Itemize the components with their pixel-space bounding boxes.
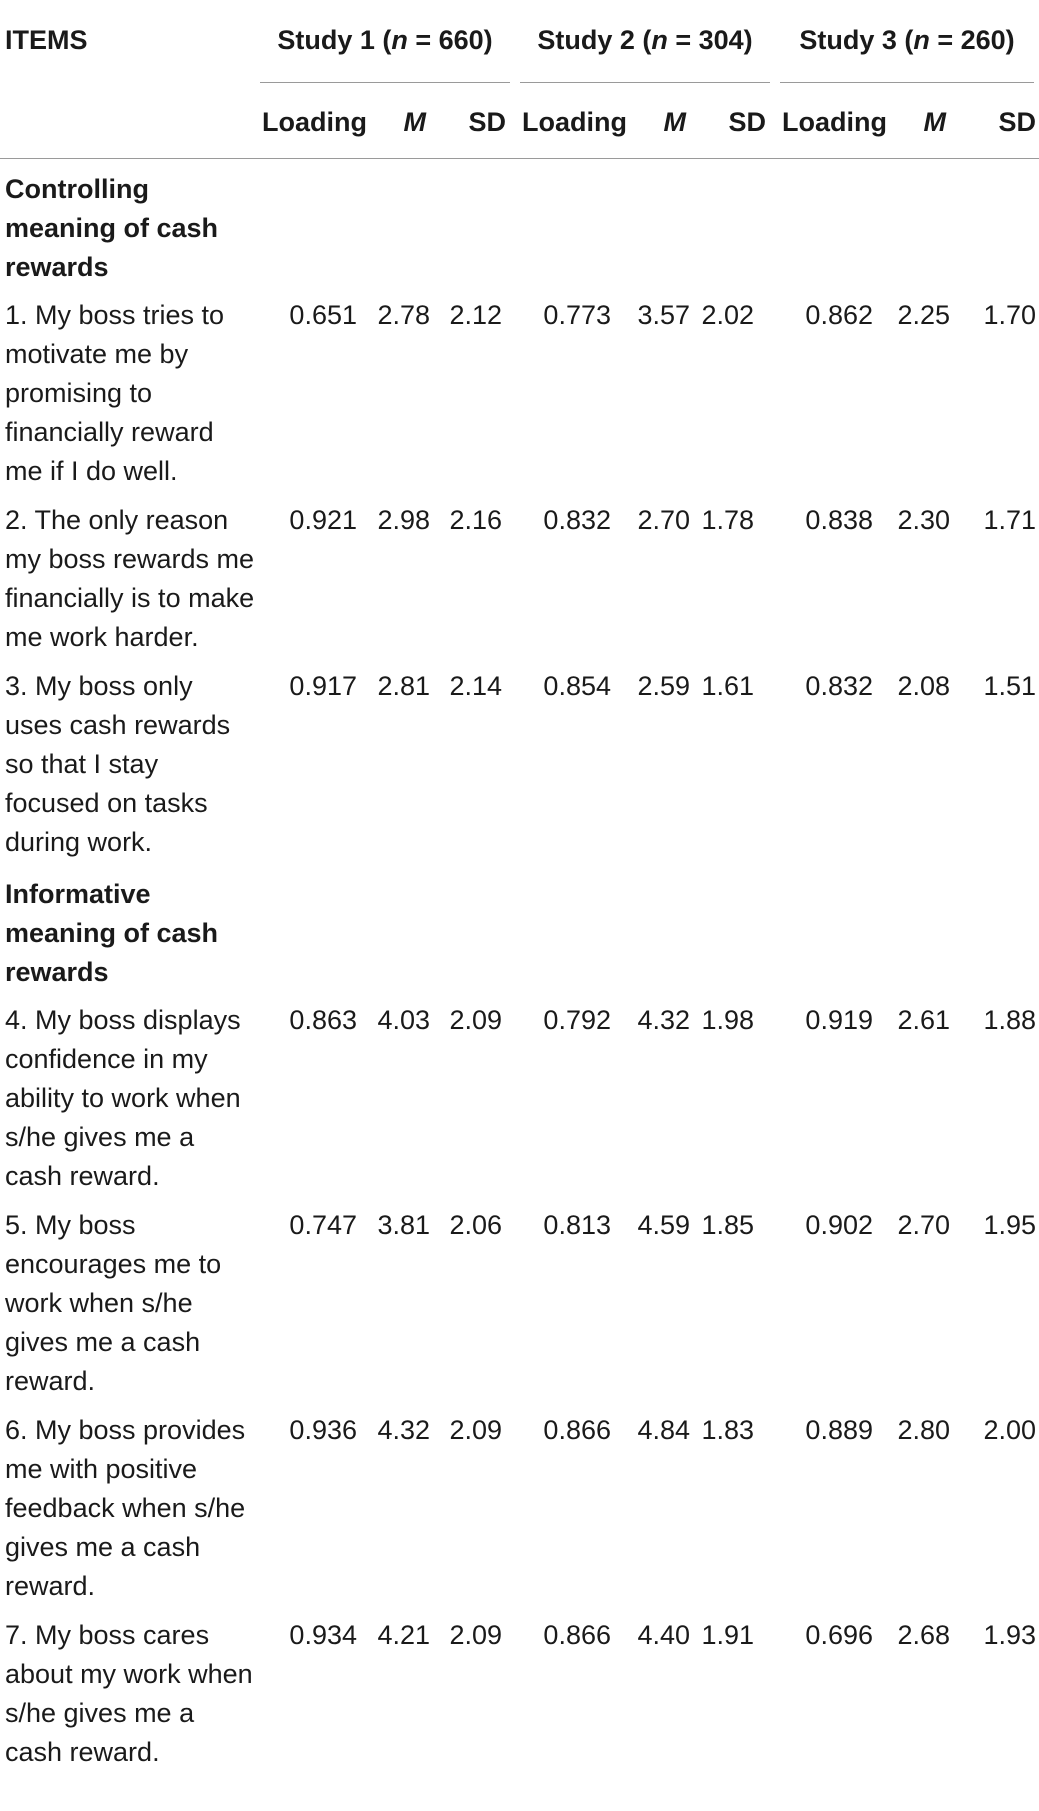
section-row	[0, 159, 1039, 288]
study-1-sd: 2.06	[449, 1210, 502, 1240]
empty-cell	[256, 159, 373, 288]
empty-cell	[516, 159, 633, 288]
study-2-loading: 0.854	[543, 671, 611, 701]
study-2-loading: 0.832	[543, 505, 611, 535]
study-2-mean: 4.32	[637, 1005, 690, 1035]
study-2-mean: 3.57	[637, 300, 690, 330]
study-3-mean: 2.08	[897, 671, 950, 701]
study-2-loading: 0.792	[543, 1005, 611, 1035]
study-2-mean: 2.70	[637, 505, 690, 535]
study-1-sd: 2.09	[449, 1620, 502, 1650]
study-3-loading: 0.696	[805, 1620, 873, 1650]
study-1-mean: 4.32	[377, 1415, 430, 1445]
study-3-sd: 1.51	[983, 671, 1036, 701]
study-1-mean: 2.81	[377, 671, 430, 701]
study-2-loading: 0.866	[543, 1620, 611, 1650]
section-title: Informative meaning of cash rewards	[5, 879, 219, 987]
study-2-sd: 1.91	[701, 1620, 754, 1650]
empty-cell	[950, 159, 1039, 288]
item-text: 7. My boss cares about my work when s/he gives me a cash reward.	[5, 1620, 253, 1767]
mean-header: M	[373, 83, 430, 159]
table-row	[0, 659, 1039, 864]
study-3-sd: 1.71	[983, 505, 1036, 535]
loading-header: Loading	[776, 83, 893, 159]
table-row	[0, 493, 1039, 659]
study-3-mean: 2.80	[897, 1415, 950, 1445]
study-3-mean: 2.30	[897, 505, 950, 535]
item-text: 6. My boss provides me with positive feedback when s/he gives me a cash reward.	[5, 1415, 246, 1601]
loading-header: Loading	[256, 83, 373, 159]
study-1-loading: 0.921	[289, 505, 357, 535]
empty-cell	[893, 864, 950, 993]
study-3-sd: 1.88	[983, 1005, 1036, 1035]
study-3-loading: 0.838	[805, 505, 873, 535]
study-3-mean: 2.25	[897, 300, 950, 330]
table-row	[0, 288, 1039, 493]
item-text: 2. The only reason my boss rewards me financially is to make me work harder.	[5, 505, 255, 652]
mean-header: M	[633, 83, 690, 159]
study-1-sd: 2.09	[449, 1005, 502, 1035]
study-2-mean: 4.59	[637, 1210, 690, 1240]
empty-cell	[430, 864, 516, 993]
items-header: ITEMS	[5, 25, 88, 55]
empty-cell	[633, 864, 690, 993]
item-text: 3. My boss only uses cash rewards so that I stay focused on tasks during work.	[5, 671, 231, 857]
study-1-mean: 2.98	[377, 505, 430, 535]
study-1-sd: 2.09	[449, 1415, 502, 1445]
study-1-sd: 2.16	[449, 505, 502, 535]
study-2-sd: 1.83	[701, 1415, 754, 1445]
study-3-loading: 0.832	[805, 671, 873, 701]
study-3-sd: 1.70	[983, 300, 1036, 330]
study-1-header: Study 1 (n = 660)	[256, 0, 516, 83]
study-3-mean: 2.70	[897, 1210, 950, 1240]
empty-cell	[776, 864, 893, 993]
study-1-mean: 3.81	[377, 1210, 430, 1240]
study-2-sd: 1.61	[701, 671, 754, 701]
study-2-sd: 2.02	[701, 300, 754, 330]
study-1-loading: 0.863	[289, 1005, 357, 1035]
header-row-studies	[0, 0, 1039, 83]
section-row	[0, 864, 1039, 993]
study-3-mean: 2.68	[897, 1620, 950, 1650]
empty-cell	[690, 159, 776, 288]
empty-cell	[950, 864, 1039, 993]
item-text: 1. My boss tries to motivate me by promising to financially reward me if I do well.	[5, 300, 225, 486]
study-3-sd: 2.00	[983, 1415, 1036, 1445]
empty-cell	[893, 159, 950, 288]
study-2-sd: 1.78	[701, 505, 754, 535]
sd-header: SD	[950, 83, 1039, 159]
study-3-loading: 0.919	[805, 1005, 873, 1035]
empty-cell	[516, 864, 633, 993]
study-1-loading: 0.936	[289, 1415, 357, 1445]
sd-header: SD	[430, 83, 516, 159]
blank-header-cell	[0, 83, 256, 159]
study-2-mean: 4.84	[637, 1415, 690, 1445]
table-row	[0, 1608, 1039, 1774]
study-1-loading: 0.917	[289, 671, 357, 701]
header-row-measures	[0, 83, 1039, 159]
study-3-header: Study 3 (n = 260)	[776, 0, 1039, 83]
empty-cell	[690, 864, 776, 993]
study-2-sd: 1.98	[701, 1005, 754, 1035]
empty-cell	[776, 159, 893, 288]
table-row	[0, 1403, 1039, 1608]
mean-header: M	[893, 83, 950, 159]
study-3-sd: 1.95	[983, 1210, 1036, 1240]
study-2-mean: 2.59	[637, 671, 690, 701]
study-3-loading: 0.902	[805, 1210, 873, 1240]
study-1-loading: 0.651	[289, 300, 357, 330]
item-text: 5. My boss encourages me to work when s/he gives me a cash reward.	[5, 1210, 222, 1396]
table-row	[0, 1198, 1039, 1403]
study-2-loading: 0.866	[543, 1415, 611, 1445]
study-2-loading: 0.813	[543, 1210, 611, 1240]
study-1-loading: 0.747	[289, 1210, 357, 1240]
study-3-loading: 0.862	[805, 300, 873, 330]
section-title: Controlling meaning of cash rewards	[5, 174, 219, 282]
loading-header: Loading	[516, 83, 633, 159]
study-3-sd: 1.93	[983, 1620, 1036, 1650]
sd-header: SD	[690, 83, 776, 159]
study-2-header: Study 2 (n = 304)	[516, 0, 776, 83]
study-1-mean: 4.21	[377, 1620, 430, 1650]
study-2-mean: 4.40	[637, 1620, 690, 1650]
study-1-mean: 2.78	[377, 300, 430, 330]
study-1-sd: 2.14	[449, 671, 502, 701]
study-1-loading: 0.934	[289, 1620, 357, 1650]
empty-cell	[373, 864, 430, 993]
study-3-loading: 0.889	[805, 1415, 873, 1445]
empty-cell	[430, 159, 516, 288]
table-row	[0, 993, 1039, 1198]
study-1-mean: 4.03	[377, 1005, 430, 1035]
empty-cell	[256, 864, 373, 993]
study-2-loading: 0.773	[543, 300, 611, 330]
study-3-mean: 2.61	[897, 1005, 950, 1035]
empty-cell	[373, 159, 430, 288]
study-2-sd: 1.85	[701, 1210, 754, 1240]
empty-cell	[633, 159, 690, 288]
item-text: 4. My boss displays confidence in my ability to work when s/he gives me a cash reward.	[5, 1005, 241, 1191]
study-1-sd: 2.12	[449, 300, 502, 330]
